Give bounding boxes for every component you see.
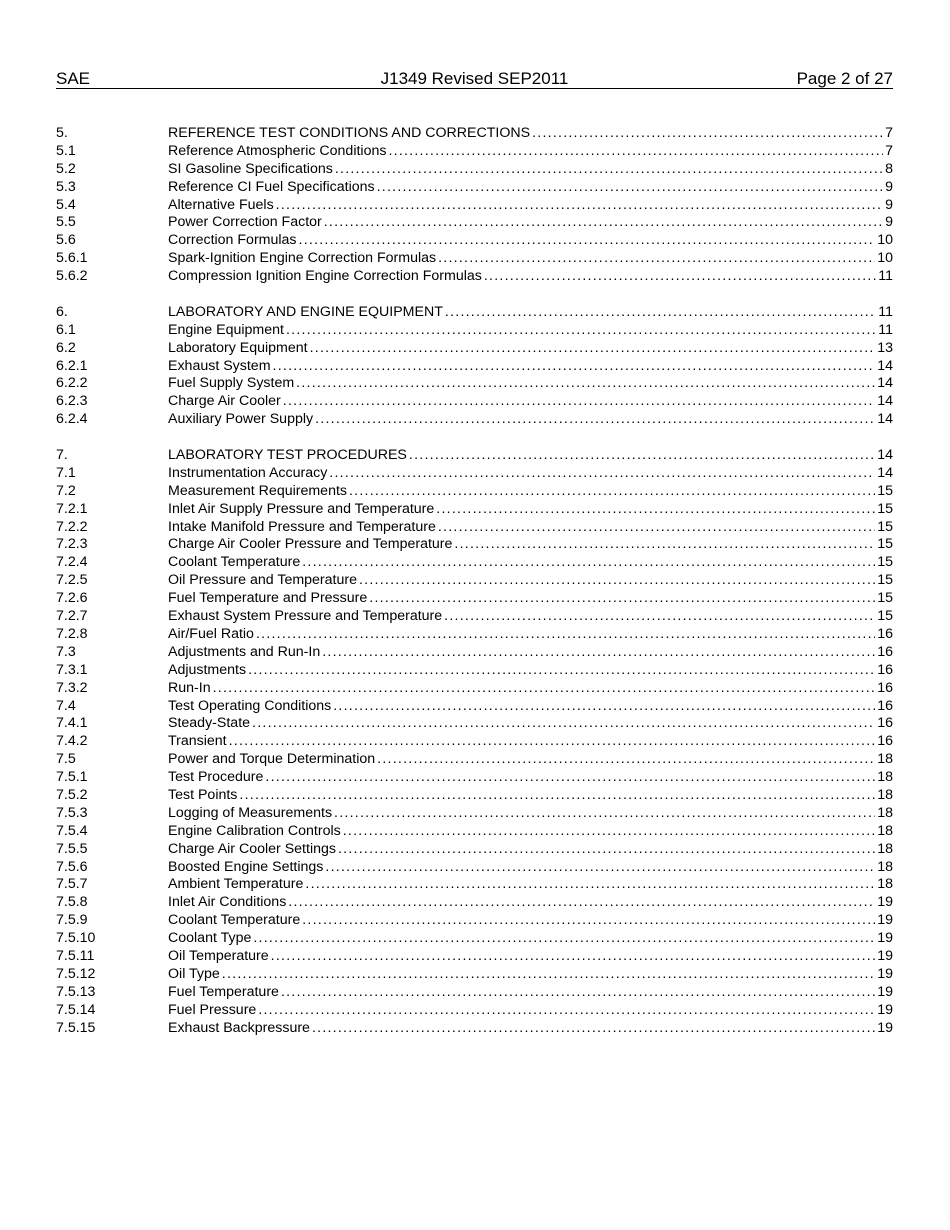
toc-entry[interactable]	[56, 268, 893, 286]
toc-entry-leader	[168, 447, 875, 465]
toc-entry-leader	[168, 823, 875, 841]
table-of-contents	[56, 125, 893, 1055]
toc-entry-page: 16	[877, 625, 893, 642]
toc-entry-number: 5.6.2	[56, 268, 88, 285]
toc-entry-number: 7.5.7	[56, 876, 88, 893]
toc-entry-title: Intake Manifold Pressure and Temperature	[168, 518, 436, 535]
toc-entry-page: 15	[877, 572, 893, 589]
toc-entry-leader	[168, 644, 875, 662]
toc-entry-number: 7.4.2	[56, 733, 88, 750]
toc-entry-page: 15	[877, 500, 893, 517]
toc-entry-page: 14	[877, 447, 893, 464]
toc-entry[interactable]	[56, 519, 893, 537]
toc-entry[interactable]	[56, 322, 893, 340]
toc-entry-page: 16	[877, 679, 893, 696]
toc-entry-leader	[168, 859, 875, 877]
toc-entry-page: 19	[877, 894, 893, 911]
toc-entry-number: 7.2.3	[56, 536, 88, 553]
toc-entry-number: 6.2.1	[56, 357, 88, 374]
toc-entry[interactable]	[56, 859, 893, 877]
toc-entry-page: 8	[885, 160, 893, 177]
toc-entry[interactable]	[56, 680, 893, 698]
toc-entry-number: 6.	[56, 303, 68, 320]
toc-entry-leader	[168, 411, 875, 429]
toc-entry-number: 5.	[56, 125, 68, 141]
toc-entry[interactable]	[56, 841, 893, 859]
toc-entry-title: Ambient Temperature	[168, 876, 304, 893]
toc-entry-leader	[168, 1002, 875, 1020]
toc-entry-title: Reference CI Fuel Specifications	[168, 178, 375, 195]
toc-entry-leader	[168, 751, 875, 769]
toc-entry-number: 7.5.3	[56, 804, 88, 821]
toc-entry-number: 6.2.3	[56, 393, 88, 410]
toc-entry-page: 19	[877, 947, 893, 964]
toc-entry-leader	[168, 894, 875, 912]
toc-entry-title: Engine Calibration Controls	[168, 822, 341, 839]
toc-entry-leader	[168, 698, 875, 716]
toc-entry-title: Auxiliary Power Supply	[168, 411, 314, 428]
toc-entry[interactable]	[56, 698, 893, 716]
toc-entry[interactable]	[56, 590, 893, 608]
toc-entry-page: 15	[877, 536, 893, 553]
toc-entry-title: Reference Atmospheric Conditions	[168, 142, 387, 159]
toc-entry-leader	[168, 572, 875, 590]
toc-entry[interactable]	[56, 214, 893, 232]
toc-entry-leader	[168, 841, 875, 859]
toc-entry-leader	[168, 608, 875, 626]
toc-entry-title: Fuel Pressure	[168, 1001, 257, 1018]
toc-entry-page: 14	[877, 411, 893, 428]
toc-entry-leader	[168, 805, 875, 823]
toc-section	[56, 447, 893, 1037]
toc-entry-title: LABORATORY TEST PROCEDURES	[168, 447, 407, 464]
toc-entry-title: Logging of Measurements	[168, 804, 333, 821]
toc-entry[interactable]	[56, 733, 893, 751]
toc-entry-title: LABORATORY AND ENGINE EQUIPMENT	[168, 303, 443, 320]
toc-entry-title: Oil Pressure and Temperature	[168, 572, 357, 589]
toc-entry-title: Run-In	[168, 679, 211, 696]
toc-entry-title: Air/Fuel Ratio	[168, 625, 254, 642]
toc-entry-title: Fuel Temperature	[168, 983, 279, 1000]
toc-entry-leader	[168, 268, 876, 286]
toc-entry-page: 15	[877, 482, 893, 499]
toc-entry[interactable]	[56, 483, 893, 501]
toc-entry-title: Instrumentation Accuracy	[168, 464, 328, 481]
toc-entry-page: 19	[877, 930, 893, 947]
toc-entry-page: 18	[877, 858, 893, 875]
toc-entry-number: 7.5.9	[56, 912, 88, 929]
toc-entry-number: 7.2.1	[56, 500, 88, 517]
toc-entry[interactable]	[56, 715, 893, 733]
toc-entry-page: 18	[877, 804, 893, 821]
toc-entry-title: Test Operating Conditions	[168, 697, 332, 714]
toc-entry-number: 7.5.4	[56, 822, 88, 839]
toc-entry[interactable]	[56, 179, 893, 197]
toc-entry-number: 5.6.1	[56, 250, 88, 267]
toc-entry-number: 5.6	[56, 232, 76, 249]
toc-entry-number: 7.4.1	[56, 715, 88, 732]
toc-entry[interactable]	[56, 358, 893, 376]
toc-entry-leader	[168, 912, 875, 930]
toc-entry-page: 18	[877, 840, 893, 857]
toc-entry-leader	[168, 680, 875, 698]
toc-entry[interactable]	[56, 536, 893, 554]
toc-entry-leader	[168, 322, 876, 340]
toc-entry-number: 7.4	[56, 697, 76, 714]
toc-entry-number: 7.5.8	[56, 894, 88, 911]
toc-entry[interactable]	[56, 125, 893, 143]
toc-entry-number: 7.3	[56, 643, 76, 660]
toc-entry-leader	[168, 143, 883, 161]
toc-entry-number: 6.1	[56, 321, 76, 338]
toc-entry-title: Engine Equipment	[168, 321, 284, 338]
toc-entry-page: 18	[877, 751, 893, 768]
toc-entry[interactable]	[56, 966, 893, 984]
toc-entry-leader	[168, 626, 875, 644]
toc-entry[interactable]	[56, 608, 893, 626]
toc-entry-title: SI Gasoline Specifications	[168, 160, 333, 177]
toc-entry[interactable]	[56, 375, 893, 393]
toc-entry-number: 7.2.7	[56, 608, 88, 625]
toc-entry-leader	[168, 662, 875, 680]
toc-entry[interactable]	[56, 411, 893, 429]
toc-entry-leader	[168, 948, 875, 966]
toc-entry-page: 9	[885, 196, 893, 213]
toc-entry[interactable]	[56, 232, 893, 250]
toc-entry[interactable]	[56, 304, 893, 322]
toc-section	[56, 125, 893, 286]
toc-entry-leader	[168, 984, 875, 1002]
toc-entry[interactable]	[56, 805, 893, 823]
toc-entry-number: 5.4	[56, 196, 76, 213]
toc-entry-number: 7.2.4	[56, 554, 88, 571]
toc-entry[interactable]	[56, 554, 893, 572]
toc-entry-number: 7.2.5	[56, 572, 88, 589]
toc-entry-title: Adjustments and Run-In	[168, 643, 321, 660]
toc-entry-leader	[168, 787, 875, 805]
toc-entry-leader	[168, 1020, 875, 1038]
toc-entry-page: 7	[885, 125, 893, 141]
toc-entry-number: 7.5.1	[56, 769, 88, 786]
toc-entry-leader	[168, 519, 875, 537]
toc-entry-page: 14	[877, 357, 893, 374]
toc-entry-page: 16	[877, 715, 893, 732]
toc-entry-number: 5.2	[56, 160, 76, 177]
toc-entry-number: 7.	[56, 447, 68, 464]
toc-entry-page: 16	[877, 733, 893, 750]
header-organization: SAE	[56, 69, 91, 88]
toc-entry[interactable]	[56, 876, 893, 894]
toc-entry-leader	[168, 876, 875, 894]
toc-entry-page: 10	[877, 232, 893, 249]
toc-entry-title: Coolant Type	[168, 930, 252, 947]
toc-entry-leader	[168, 179, 883, 197]
toc-entry-leader	[168, 197, 883, 215]
toc-entry[interactable]	[56, 948, 893, 966]
toc-entry-title: Oil Type	[168, 965, 220, 982]
toc-entry[interactable]	[56, 769, 893, 787]
toc-entry-page: 15	[877, 554, 893, 571]
toc-entry-page: 19	[877, 965, 893, 982]
toc-entry[interactable]	[56, 912, 893, 930]
toc-entry-title: Coolant Temperature	[168, 912, 301, 929]
toc-entry[interactable]	[56, 572, 893, 590]
toc-entry-number: 7.3.1	[56, 661, 88, 678]
toc-entry-title: Charge Air Cooler Settings	[168, 840, 336, 857]
toc-entry-title: Boosted Engine Settings	[168, 858, 324, 875]
toc-entry-number: 7.5.2	[56, 786, 88, 803]
toc-entry-title: REFERENCE TEST CONDITIONS AND CORRECTIONS	[168, 125, 531, 141]
toc-entry-leader	[168, 554, 875, 572]
toc-entry-title: Inlet Air Supply Pressure and Temperature	[168, 500, 435, 517]
toc-entry-number: 7.5	[56, 751, 76, 768]
toc-entry-title: Exhaust System Pressure and Temperature	[168, 608, 443, 625]
toc-entry-leader	[168, 232, 875, 250]
toc-entry[interactable]	[56, 501, 893, 519]
toc-entry-title: Laboratory Equipment	[168, 339, 308, 356]
toc-entry-leader	[168, 465, 875, 483]
toc-entry-leader	[168, 536, 875, 554]
toc-entry-number: 7.2.2	[56, 518, 88, 535]
toc-entry-number: 7.5.11	[56, 947, 95, 964]
toc-entry-page: 16	[877, 697, 893, 714]
toc-entry-page: 18	[877, 876, 893, 893]
toc-entry-title: Transient	[168, 733, 227, 750]
toc-entry-page: 11	[878, 321, 893, 338]
toc-entry[interactable]	[56, 465, 893, 483]
toc-entry-page: 11	[878, 268, 893, 285]
toc-entry-page: 10	[877, 250, 893, 267]
toc-entry-number: 6.2.4	[56, 411, 88, 428]
toc-entry-leader	[168, 769, 875, 787]
toc-entry-number: 7.5.14	[56, 1001, 96, 1018]
toc-entry-leader	[168, 930, 875, 948]
toc-entry-title: Spark-Ignition Engine Correction Formulas	[168, 250, 437, 267]
toc-entry-page: 18	[877, 786, 893, 803]
toc-entry[interactable]	[56, 751, 893, 769]
toc-entry-number: 6.2.2	[56, 375, 88, 392]
toc-entry-page: 9	[885, 178, 893, 195]
toc-entry[interactable]	[56, 787, 893, 805]
toc-entry[interactable]	[56, 1002, 893, 1020]
toc-entry-leader	[168, 340, 875, 358]
toc-entry-number: 7.5.6	[56, 858, 88, 875]
toc-entry[interactable]	[56, 1020, 893, 1038]
toc-entry[interactable]	[56, 393, 893, 411]
toc-entry-leader	[168, 590, 875, 608]
toc-entry-title: Coolant Temperature	[168, 554, 301, 571]
toc-entry-page: 9	[885, 214, 893, 231]
toc-entry-leader	[168, 733, 875, 751]
toc-entry-number: 7.1	[56, 464, 76, 481]
toc-entry[interactable]	[56, 662, 893, 680]
toc-section	[56, 304, 893, 429]
toc-entry-page: 15	[877, 518, 893, 535]
toc-entry-leader	[168, 393, 875, 411]
toc-entry[interactable]	[56, 644, 893, 662]
toc-entry-page: 14	[877, 393, 893, 410]
header-page-number: Page 2 of 27	[796, 69, 893, 88]
toc-entry-page: 16	[877, 661, 893, 678]
toc-entry-number: 7.5.10	[56, 930, 96, 947]
toc-entry-number: 7.3.2	[56, 679, 88, 696]
toc-entry[interactable]	[56, 626, 893, 644]
toc-entry-leader	[168, 715, 875, 733]
toc-entry-title: Oil Temperature	[168, 947, 269, 964]
toc-entry[interactable]	[56, 930, 893, 948]
toc-entry-page: 14	[877, 464, 893, 481]
toc-entry-title: Compression Ignition Engine Correction Formulas	[168, 268, 482, 285]
toc-entry-title: Adjustments	[168, 661, 247, 678]
toc-entry-number: 6.2	[56, 339, 76, 356]
toc-entry-number: 5.3	[56, 178, 76, 195]
page-header	[56, 69, 893, 89]
toc-entry-title: Fuel Temperature and Pressure	[168, 590, 368, 607]
toc-entry-title: Correction Formulas	[168, 232, 297, 249]
toc-entry-leader	[168, 161, 883, 179]
toc-entry-leader	[168, 250, 875, 268]
toc-entry-number: 7.5.13	[56, 983, 96, 1000]
toc-entry-leader	[168, 358, 875, 376]
toc-entry-title: Test Procedure	[168, 769, 264, 786]
toc-entry-title: Power and Torque Determination	[168, 751, 376, 768]
toc-entry-page: 15	[877, 590, 893, 607]
toc-entry[interactable]	[56, 197, 893, 215]
toc-entry-page: 19	[877, 1019, 893, 1036]
toc-entry-number: 5.5	[56, 214, 76, 231]
toc-entry-page: 13	[877, 339, 893, 356]
toc-entry-number: 7.2.8	[56, 625, 88, 642]
toc-entry-number: 7.2	[56, 482, 76, 499]
toc-entry[interactable]	[56, 823, 893, 841]
toc-entry[interactable]	[56, 143, 893, 161]
toc-entry-leader	[168, 501, 875, 519]
toc-entry-leader	[168, 304, 876, 322]
toc-entry-title: Charge Air Cooler Pressure and Temperature	[168, 536, 453, 553]
toc-entry-page: 11	[878, 303, 893, 320]
toc-entry-page: 19	[877, 1001, 893, 1018]
toc-entry[interactable]	[56, 894, 893, 912]
toc-entry-title: Charge Air Cooler	[168, 393, 281, 410]
toc-entry-title: Exhaust Backpressure	[168, 1019, 310, 1036]
toc-entry-page: 18	[877, 822, 893, 839]
toc-entry-title: Steady-State	[168, 715, 251, 732]
toc-entry[interactable]	[56, 161, 893, 179]
toc-entry[interactable]	[56, 984, 893, 1002]
toc-entry-page: 15	[877, 608, 893, 625]
toc-entry-number: 7.5.5	[56, 840, 88, 857]
toc-entry-page: 16	[877, 643, 893, 660]
header-document-id: J1349 Revised SEP2011	[380, 69, 569, 88]
toc-entry-leader	[168, 483, 875, 501]
toc-entry-leader	[168, 214, 883, 232]
toc-entry-title: Test Points	[168, 786, 238, 803]
toc-entry-title: Power Correction Factor	[168, 214, 322, 231]
toc-entry-page: 7	[885, 142, 893, 159]
toc-entry-title: Alternative Fuels	[168, 196, 274, 213]
toc-entry-page: 19	[877, 983, 893, 1000]
toc-entry-page: 14	[877, 375, 893, 392]
toc-entry-number: 7.2.6	[56, 590, 88, 607]
toc-entry[interactable]	[56, 340, 893, 358]
toc-entry-number: 7.5.15	[56, 1019, 96, 1036]
toc-entry-leader	[168, 125, 883, 143]
toc-entry[interactable]	[56, 250, 893, 268]
toc-entry-page: 18	[877, 769, 893, 786]
toc-entry-leader	[168, 966, 875, 984]
toc-entry-title: Exhaust System	[168, 357, 271, 374]
toc-entry[interactable]	[56, 447, 893, 465]
toc-entry-number: 5.1	[56, 142, 76, 159]
toc-entry-leader	[168, 375, 875, 393]
toc-entry-page: 19	[877, 912, 893, 929]
toc-entry-number: 7.5.12	[56, 965, 96, 982]
toc-entry-title: Inlet Air Conditions	[168, 894, 287, 911]
toc-entry-title: Measurement Requirements	[168, 482, 347, 499]
toc-entry-title: Fuel Supply System	[168, 375, 295, 392]
